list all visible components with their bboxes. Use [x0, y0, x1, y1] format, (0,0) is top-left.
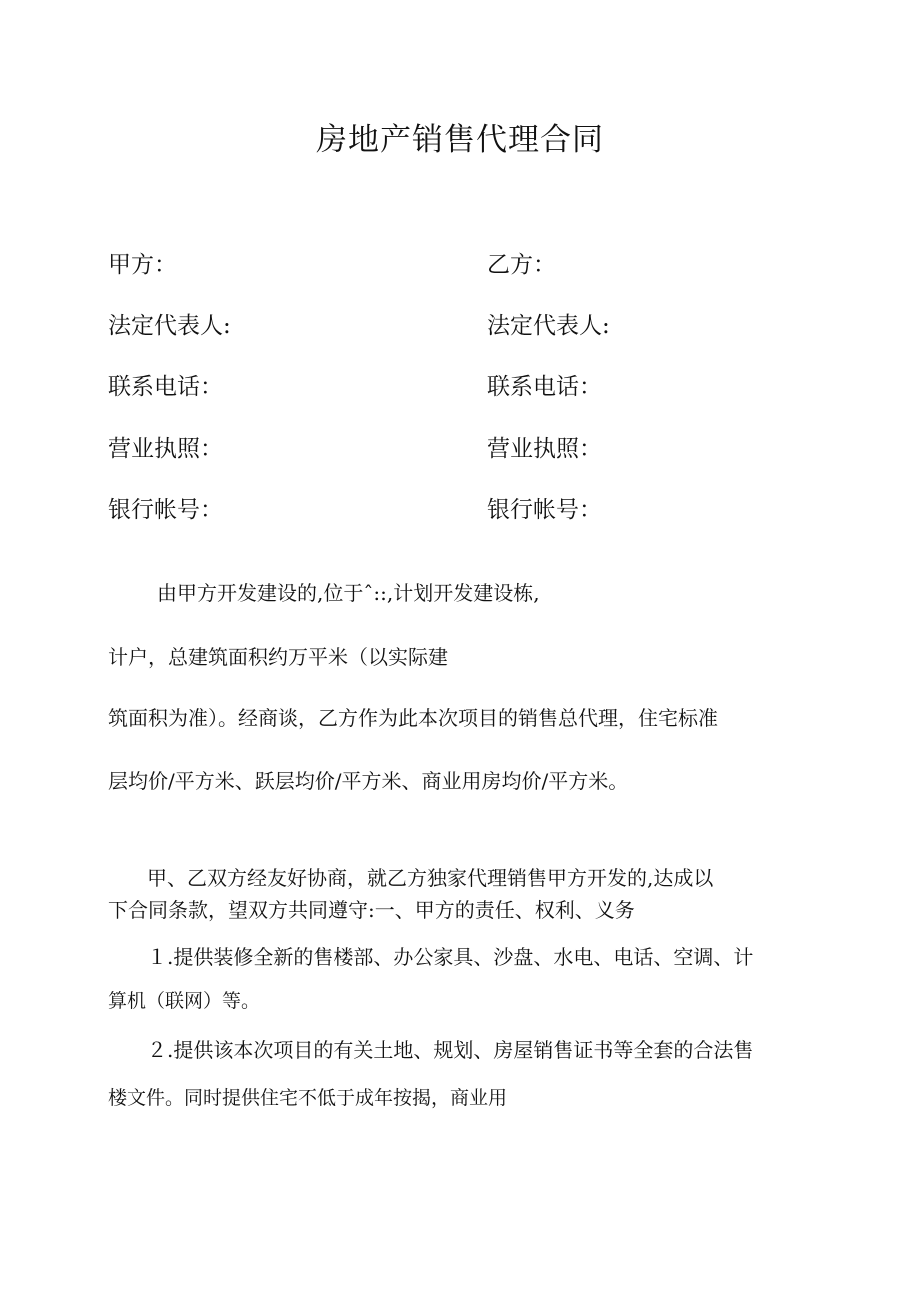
party-b-rep-label: 法定代表人:: [487, 313, 610, 339]
paragraph-line: 层均价/平方米、跃层均价/平方米、商业用房均价/平方米。: [108, 769, 629, 793]
party-a-license-label: 营业执照：: [108, 436, 223, 462]
party-b-license-label: 营业执照：: [487, 436, 602, 462]
clause-2: ２.提供该本次项目的有关土地、规划、房屋销售证书等全套的合法售: [147, 1038, 754, 1062]
paragraph-line: 下合同条款，望双方共同遵守:一、甲方的责任、权利、义务: [108, 898, 635, 922]
party-b-bank-label: 银行帐号：: [487, 497, 602, 523]
party-a-name-label: 甲方：: [108, 252, 177, 278]
paragraph-line: 计户，总建筑面积约万平米（以实际建: [108, 645, 448, 669]
party-b-name-label: 乙方：: [487, 252, 556, 278]
party-a-rep-label: 法定代表人:: [108, 313, 231, 339]
paragraph-line: 楼文件。同时提供住宅不低于成年按揭，商业用: [108, 1087, 508, 1109]
party-a-bank-label: 银行帐号：: [108, 497, 223, 523]
paragraph-line: 筑面积为准）。经商谈，乙方作为此本次项目的销售总代理，住宅标准: [108, 706, 718, 730]
paragraph-agreement-intro: 甲、乙双方经友好协商，就乙方独家代理销售甲方开发的,达成以: [147, 866, 714, 890]
paragraph-line: 算机（联网）等。: [108, 990, 261, 1012]
document-title: 房地产销售代理合同: [316, 122, 604, 158]
clause-1: １.提供装修全新的售楼部、办公家具、沙盘、水电、电话、空调、计: [147, 945, 754, 969]
paragraph-project-intro: 由甲方开发建设的,位于ˆ::,计划开发建设栋,: [157, 581, 540, 605]
party-a-phone-label: 联系电话：: [108, 374, 223, 400]
party-b-phone-label: 联系电话：: [487, 374, 602, 400]
